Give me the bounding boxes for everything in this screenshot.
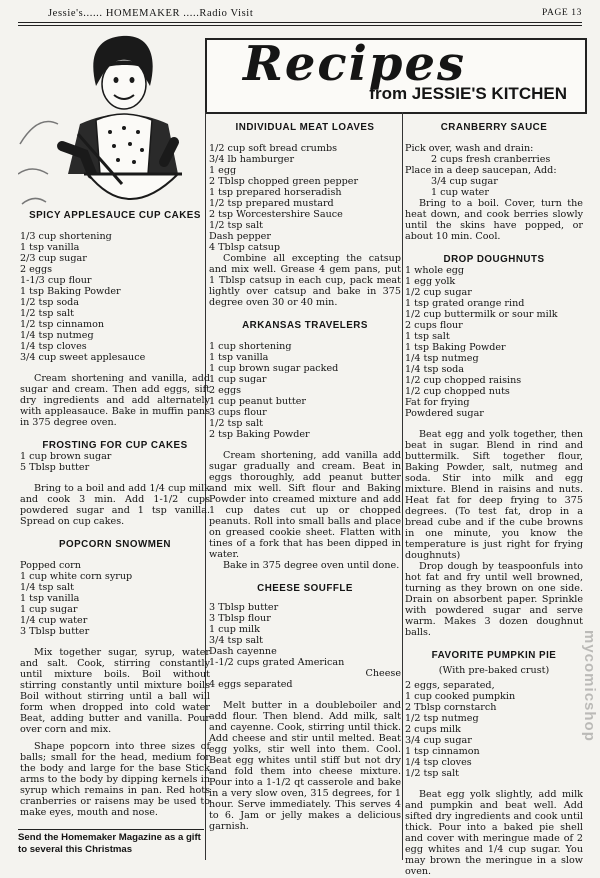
- ingredient: 1 cup brown sugar packed: [209, 363, 339, 374]
- ingredient: 1-1/3 cup flour: [20, 275, 92, 286]
- ingredient: 2 cups fresh cranberries: [431, 154, 551, 165]
- instructions: Mix together sugar, syrup, water and salt. Cook, stirring constantly until mixture boils. Boil without stirring constantly until mixture boils Boil without stirring until a ball will form when dropped into cold water Beat, adding butter and vanilla. Pour over corn and mix.: [20, 647, 210, 735]
- ingredient: 2 Tblsp cornstarch: [405, 702, 497, 713]
- ingredient: 2 Tblsp chopped green pepper: [209, 176, 359, 187]
- ingredient: 1/4 cup water: [20, 615, 88, 626]
- ingredient: 1 tsp grated orange rind: [405, 298, 525, 309]
- ingredient: 1 tsp salt: [405, 331, 450, 342]
- ingredient: 4 Tblsp catsup: [209, 242, 281, 253]
- recipe-popcorn-snowmen: [20, 539, 210, 818]
- ingredient: 3/4 cup sugar: [431, 176, 498, 187]
- ingredient: 1/4 tsp soda: [405, 364, 465, 375]
- instructions: Bring to a boil and add 1/4 cup milk and cook 3 min. Add 1-1/2 cups powdered sugar and 1 tsp vanilla. Spread on cup cakes.: [20, 483, 210, 527]
- recipe-title: CRANBERRY SAUCE: [440, 122, 548, 133]
- ingredient: 3/4 cup sweet applesauce: [20, 352, 146, 363]
- recipe-cranberry-sauce: [405, 122, 583, 242]
- instructions: Bake in 375 degree oven until done.: [223, 560, 400, 571]
- column-2: [209, 122, 401, 832]
- ingredient: 1 cup sugar: [20, 604, 78, 615]
- ingredient: 1 egg: [209, 165, 237, 176]
- ingredient: 2 eggs: [20, 264, 53, 275]
- recipes-banner: [205, 38, 587, 114]
- column-3: [405, 122, 583, 877]
- recipe-title: POPCORN SNOWMEN: [58, 539, 171, 550]
- ingredient: 1 tsp vanilla: [209, 352, 269, 363]
- ingredient: 1 cup cooked pumpkin: [405, 691, 516, 702]
- ingredient: 2/3 cup sugar: [20, 253, 87, 264]
- recipe-meat-loaves: [209, 122, 401, 308]
- banner-title: Recipes: [243, 36, 467, 92]
- ingredient: 1/2 tsp soda: [20, 297, 80, 308]
- ingredient: 2 eggs, separated,: [405, 680, 495, 691]
- recipe-title: INDIVIDUAL MEAT LOAVES: [235, 122, 375, 133]
- ingredient: 1 tsp cinnamon: [405, 746, 480, 757]
- ingredient: 3 Tblsp flour: [209, 613, 271, 624]
- watermark: mycomicshop: [581, 630, 598, 742]
- recipe-frosting: [20, 440, 210, 527]
- ingredient: 1/2 tsp prepared mustard: [209, 198, 334, 209]
- ingredient: 1/4 tsp nutmeg: [405, 353, 479, 364]
- ingredient: 1 egg yolk: [405, 276, 456, 287]
- instructions: Drop dough by teaspoonfuls into hot fat and fry until well browned, turning as they brown on one side. Drain on absorbent paper. Sprinkle with powdered sugar and serve warm. Makes 3 dozen doughnut balls.: [405, 561, 583, 638]
- header-rule: [18, 22, 582, 23]
- ingredient: 1 cup water: [431, 187, 489, 198]
- ingredient: 2 eggs: [209, 385, 242, 396]
- recipe-title: FROSTING FOR CUP CAKES: [42, 440, 188, 451]
- ingredient: 1/2 tsp salt: [405, 768, 460, 779]
- recipe-title: DROP DOUGHNUTS: [443, 254, 545, 265]
- instructions: Cream shortening, add vanilla add sugar gradually and cream. Beat in eggs thoroughly, add peanut butter and mix well. Sift flour and Baking Powder into creamed mixture and add 1 cup dates cut up or chopped peanuts. Roll into small balls and place on greased cookie sheet. Flatten with tines of a fork that has been dipped in water.: [209, 450, 401, 560]
- column-1: [20, 210, 210, 818]
- ingredient: 1 cup brown sugar: [20, 451, 112, 462]
- ingredient: Cheese: [365, 668, 401, 679]
- ingredient: 3 cups flour: [209, 407, 267, 418]
- ingredient: 1 tsp vanilla: [20, 593, 80, 604]
- ingredient: 1/3 cup shortening: [20, 231, 112, 242]
- ingredient: 1 tsp Baking Powder: [405, 342, 506, 353]
- ingredient: 1 tsp prepared horseradish: [209, 187, 342, 198]
- ingredient: Dash pepper: [209, 231, 271, 242]
- ingredient: 1/2 tsp salt: [20, 308, 75, 319]
- ingredient: 1 whole egg: [405, 265, 465, 276]
- ingredient: 1 cup shortening: [209, 341, 292, 352]
- instructions: Shape popcorn into three sizes of balls; small for the head, medium for the body and large for the base Stick arms to the body by dipping kernels in syrup which remains in pan. Red hots cranberries or raisens may be used to make eyes, mouth and nose.: [20, 741, 210, 818]
- ingredient: 1/4 tsp salt: [20, 582, 75, 593]
- ingredient: 3 Tblsp butter: [20, 626, 90, 637]
- instructions: Cream shortening and vanilla, add sugar and cream. Then add eggs, sift dry ingredients and add alternately with appleasauce. Bake in muffin pans in 375 degree oven.: [20, 373, 210, 428]
- ingredient: 1/2 cup chopped nuts: [405, 386, 510, 397]
- ingredient: 1/2 tsp cinnamon: [20, 319, 105, 330]
- ingredient: 3/4 cup sugar: [405, 735, 472, 746]
- ingredient: 1/4 tsp nutmeg: [20, 330, 94, 341]
- ingredient: Powdered sugar: [405, 408, 484, 419]
- instructions: Melt butter in a doubleboiler and add flour. Then blend. Add milk, salt and cayenne. Cook, stirring until thick. Add cheese and stir until melted. Beat egg yolks, stir well into them. Cool. Beat egg whites until stiff but not dry and fold them into cheese mixture. Pour into a 1-1/2 qt casserole and bake in a very slow oven, 315 degrees, for 1 hour. Serve immediately. This serves 4 to 6. Jam or jelly makes a delicious garnish.: [209, 700, 401, 832]
- recipe-arkansas-travelers: [209, 320, 401, 571]
- recipe-title: FAVORITE PUMPKIN PIE: [431, 650, 557, 661]
- ingredient: Fat for frying: [405, 397, 470, 408]
- ingredient: 1/2 cup buttermilk or sour milk: [405, 309, 558, 320]
- page-header: [18, 6, 582, 22]
- ingredient: 4 eggs separated: [209, 679, 293, 690]
- ingredient: 2 tsp Baking Powder: [209, 429, 310, 440]
- instructions: Beat egg and yolk together, then beat in sugar. Blend in rind and buttermilk. Sift together flour, Baking Powder, salt, nutmeg and soda. Stir into milk and egg mixture. Blend in raisins and nuts. Heat fat for deep frying to 375 degrees. (To test fat, drop in a bread cube and if the cube browns in one minute, you know the temperature is just right for frying doughnuts): [405, 429, 583, 561]
- ingredient: 1/4 tsp cloves: [405, 757, 472, 768]
- gift-note: Send the Homemaker Magazine as a gift to several this Christmas: [18, 829, 204, 856]
- ingredient: 1/2 cup soft bread crumbs: [209, 143, 338, 154]
- ingredient: 1 cup white corn syrup: [20, 571, 133, 582]
- recipe-subtitle: (With pre-baked crust): [438, 665, 550, 676]
- magazine-header: Jessie's...... HOMEMAKER .....Radio Visit: [48, 8, 254, 19]
- housewife-illustration: [18, 24, 203, 224]
- ingredient: 1-1/2 cups grated American: [209, 657, 345, 668]
- ingredient: 1/2 tsp nutmeg: [405, 713, 479, 724]
- banner-subtitle: from JESSIE'S KITCHEN: [369, 84, 567, 103]
- ingredient: 1/2 cup sugar: [405, 287, 472, 298]
- instructions: Bring to a boil. Cover, turn the heat down, and cook berries slowly until the skins have popped, or about 10 min. Cool.: [405, 198, 583, 242]
- ingredient: 2 tsp Worcestershire Sauce: [209, 209, 343, 220]
- ingredient: 3/4 lb hamburger: [209, 154, 295, 165]
- recipe-drop-doughnuts: [405, 254, 583, 638]
- ingredient: 1/2 tsp salt: [209, 220, 264, 231]
- column-divider-right: [402, 112, 403, 860]
- ingredient: 1 cup sugar: [209, 374, 267, 385]
- recipe-title: ARKANSAS TRAVELERS: [242, 320, 368, 331]
- recipe-applesauce-cupcakes: [20, 210, 210, 428]
- recipe-cheese-souffle: [209, 583, 401, 832]
- ingredient: 1 tsp vanilla: [20, 242, 80, 253]
- ingredient: 5 Tblsp butter: [20, 462, 90, 473]
- instructions: Beat egg yolk slightly, add milk and pumpkin and beat well. Add sifted dry ingredients and cook until thick. Pour into a baked pie shell and cover with meringue made of 2 egg whites and 1/4 cup sugar. You may brown the meringue in a slow oven.: [405, 789, 583, 877]
- recipe-title: SPICY APPLESAUCE CUP CAKES: [29, 210, 201, 221]
- ingredient: Dash cayenne: [209, 646, 277, 657]
- ingredient: 1 tsp Baking Powder: [20, 286, 121, 297]
- ingredient: 3 Tblsp butter: [209, 602, 279, 613]
- ingredient: 1/2 cup chopped raisins: [405, 375, 522, 386]
- recipe-title: CHEESE SOUFFLE: [257, 583, 353, 594]
- ingredient: Place in a deep saucepan, Add:: [405, 165, 557, 176]
- ingredient: 3/4 tsp salt: [209, 635, 264, 646]
- ingredient: 2 cups flour: [405, 320, 463, 331]
- page-number: PAGE 13: [541, 8, 582, 18]
- ingredient: Pick over, wash and drain:: [405, 143, 534, 154]
- recipe-pumpkin-pie: [405, 650, 583, 877]
- ingredient: 1 cup peanut butter: [209, 396, 306, 407]
- ingredient: 1/4 tsp cloves: [20, 341, 87, 352]
- ingredient: 2 cups milk: [405, 724, 461, 735]
- ingredient: 1/2 tsp salt: [209, 418, 264, 429]
- ingredient: 1 cup milk: [209, 624, 260, 635]
- instructions: Combine all excepting the catsup and mix well. Grease 4 gem pans, put 1 Tblsp catsup in each cup, pack meat lightly over catsup and bake in 375 degree oven 30 or 40 min.: [209, 253, 401, 308]
- ingredient: Popped corn: [20, 560, 81, 571]
